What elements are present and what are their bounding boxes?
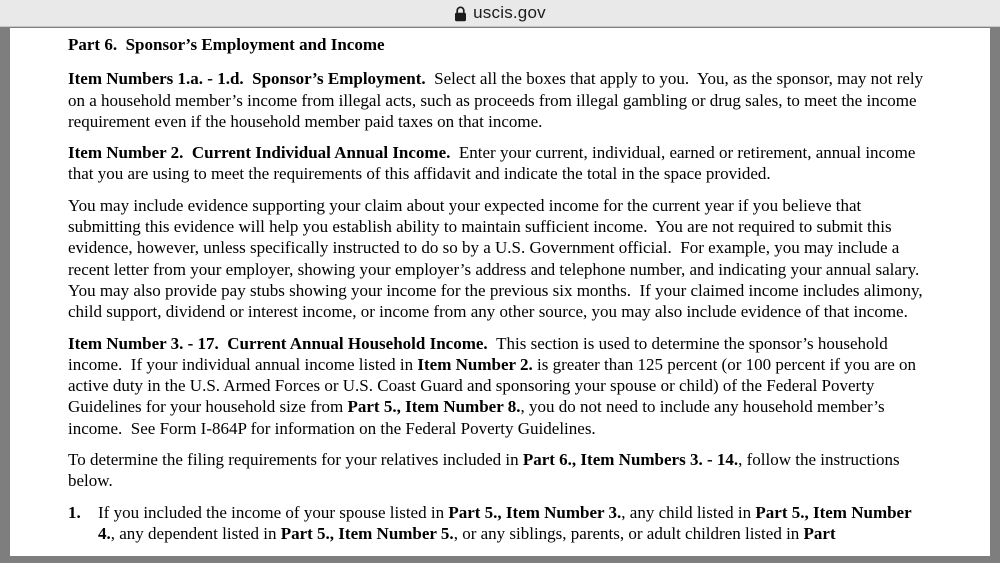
paragraph-filing-requirements: To determine the filing requirements for your relatives included in Part 6., Item Numbers 3. - 14., follow the instructions below. xyxy=(68,450,904,491)
paragraph-evidence: You may include evidence supporting your claim about your expected income for the current year if you believe that submitting this evidence will help you establish ability to maintain sufficient income. You are not required to submit this evidence, however, unless specifically instructed to do so by a U.S. Government official. For example, you may include a recent letter from your employer, showing your employer’s address and telephone number, and indicating your annual salary. You may also provide pay stubs showing your income for the previous six months. If your claimed income includes alimony, child support, dividend or interest income, or income from any other source, you may also include evidence of that income. xyxy=(68,195,928,322)
paragraph-individual-annual-income: Item Number 2. Current Individual Annual Income. Enter your current, individual, earned or retirement, annual income that you are using to meet the requirements of this affidavit and indicate the total in the space provided. xyxy=(68,143,920,184)
list-item-1 xyxy=(68,502,932,545)
lock-icon xyxy=(454,6,467,22)
browser-titlebar xyxy=(0,0,1000,27)
list-item-number: 1. xyxy=(68,502,81,522)
document-viewport[interactable] xyxy=(0,28,1000,563)
paragraph-household-income: Item Number 3. - 17. Current Annual Household Income. This section is used to determine the sponsor’s household income. If your individual annual income listed in Item Number 2. is greater than 125 percent (or 100 percent if you are on active duty in the U.S. Armed Forces or U.S. Coast Guard and sponsoring your spouse or child) of the Federal Poverty Guidelines for your household size from Part 5., Item Number 8., you do not need to include any household member’s income. See Form I-864P for information on the Federal Poverty Guidelines. xyxy=(68,333,921,438)
site-address[interactable]: uscis.gov xyxy=(473,3,546,22)
document-page xyxy=(10,28,990,556)
paragraph-sponsors-employment: Item Numbers 1.a. - 1.d. Sponsor’s Employment. Select all the boxes that apply to you. You, as the sponsor, may not rely on a household member’s income from illegal acts, such as proceeds from illegal gambling or drug sales, to meet the income requirement even if the household member paid taxes on that income. xyxy=(68,69,928,131)
section-heading: Part 6. Sponsor’s Employment and Income xyxy=(68,35,385,54)
list-item-text: If you included the income of your spouse listed in Part 5., Item Number 3., any child listed in Part 5., Item Number 4., any dependent listed in Part 5., Item Number 5., or any siblings, parents, or adult children listed in Part xyxy=(98,502,916,543)
